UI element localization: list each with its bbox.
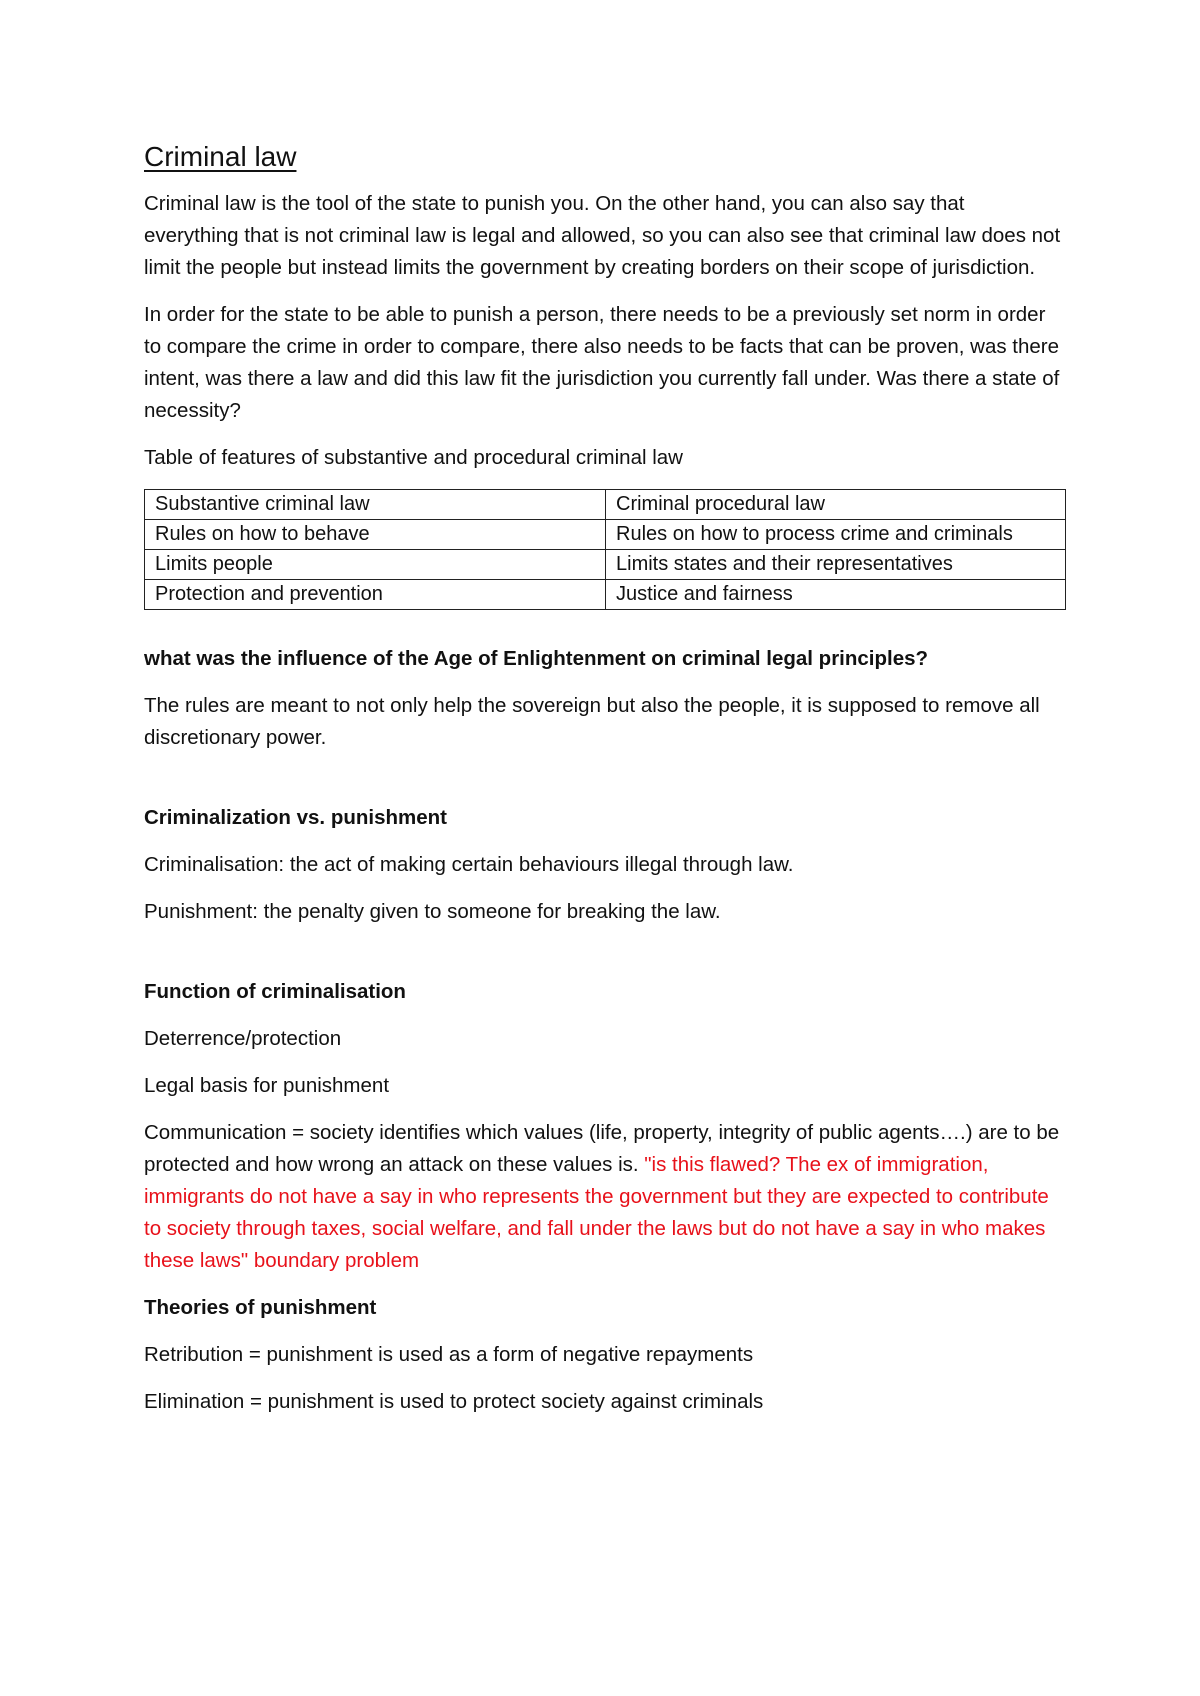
table-row — [145, 579, 1066, 609]
document-title: Criminal law — [144, 141, 297, 172]
intro-paragraph-1: Criminal law is the tool of the state to punish you. On the other hand, you can also say that everything that is not criminal law is legal and allowed, so you can also see that criminal law does not limit the people but instead limits the government by creating borders on their scope of jurisdiction. — [144, 191, 1061, 279]
function-item-deterrence: Deterrence/protection — [144, 1026, 342, 1050]
table-cell: Rules on how to behave — [145, 519, 606, 549]
function-heading: Function of criminalisation — [144, 979, 406, 1003]
communication-note: "is this flawed? The ex of immigration, immigrants do not have a say in who represents the government but they are expected to contribute to society through taxes, social welfare, and fall under the laws but do not have a say in who makes these laws" boundary problem — [144, 1152, 1049, 1272]
table-cell: Rules on how to process crime and criminals — [606, 519, 1066, 549]
criminalization-heading: Criminalization vs. punishment — [144, 805, 447, 829]
document-page — [144, 140, 1064, 1433]
punishment-definition: Punishment: the penalty given to someone for breaking the law. — [144, 899, 721, 923]
table-cell: Limits states and their representatives — [606, 549, 1066, 579]
table-cell: Justice and fairness — [606, 579, 1066, 609]
table-cell: Limits people — [145, 549, 606, 579]
theories-heading: Theories of punishment — [144, 1295, 377, 1319]
table-caption: Table of features of substantive and procedural criminal law — [144, 445, 683, 469]
enlightenment-heading: what was the influence of the Age of Enlightenment on criminal legal principles? — [144, 646, 929, 670]
enlightenment-text: The rules are meant to not only help the sovereign but also the people, it is supposed to remove all discretionary power. — [144, 693, 1040, 749]
intro-paragraph-2: In order for the state to be able to punish a person, there needs to be a previously set norm in order to compare the crime in order to compare, there also needs to be facts that can be proven, was there intent, was there a law and did this law fit the jurisdiction you currently fall under. Was there a state of necessity? — [144, 302, 1060, 422]
communication-text: Communication = society identifies which values (life, property, integrity of public agents….) are to be protected and how wrong an attack on these values is. — [144, 1120, 1060, 1176]
table-row — [145, 549, 1066, 579]
function-item-legal-basis: Legal basis for punishment — [144, 1073, 390, 1097]
table-cell: Protection and prevention — [145, 579, 606, 609]
table-cell: Substantive criminal law — [145, 489, 606, 519]
function-item-communication — [144, 1117, 1064, 1277]
criminalisation-definition: Criminalisation: the act of making certain behaviours illegal through law. — [144, 852, 794, 876]
table-cell: Criminal procedural law — [606, 489, 1066, 519]
features-table — [144, 489, 1066, 610]
table-row — [145, 519, 1066, 549]
theory-elimination: Elimination = punishment is used to protect society against criminals — [144, 1389, 764, 1413]
theory-retribution: Retribution = punishment is used as a form of negative repayments — [144, 1342, 754, 1366]
table-row — [145, 489, 1066, 519]
